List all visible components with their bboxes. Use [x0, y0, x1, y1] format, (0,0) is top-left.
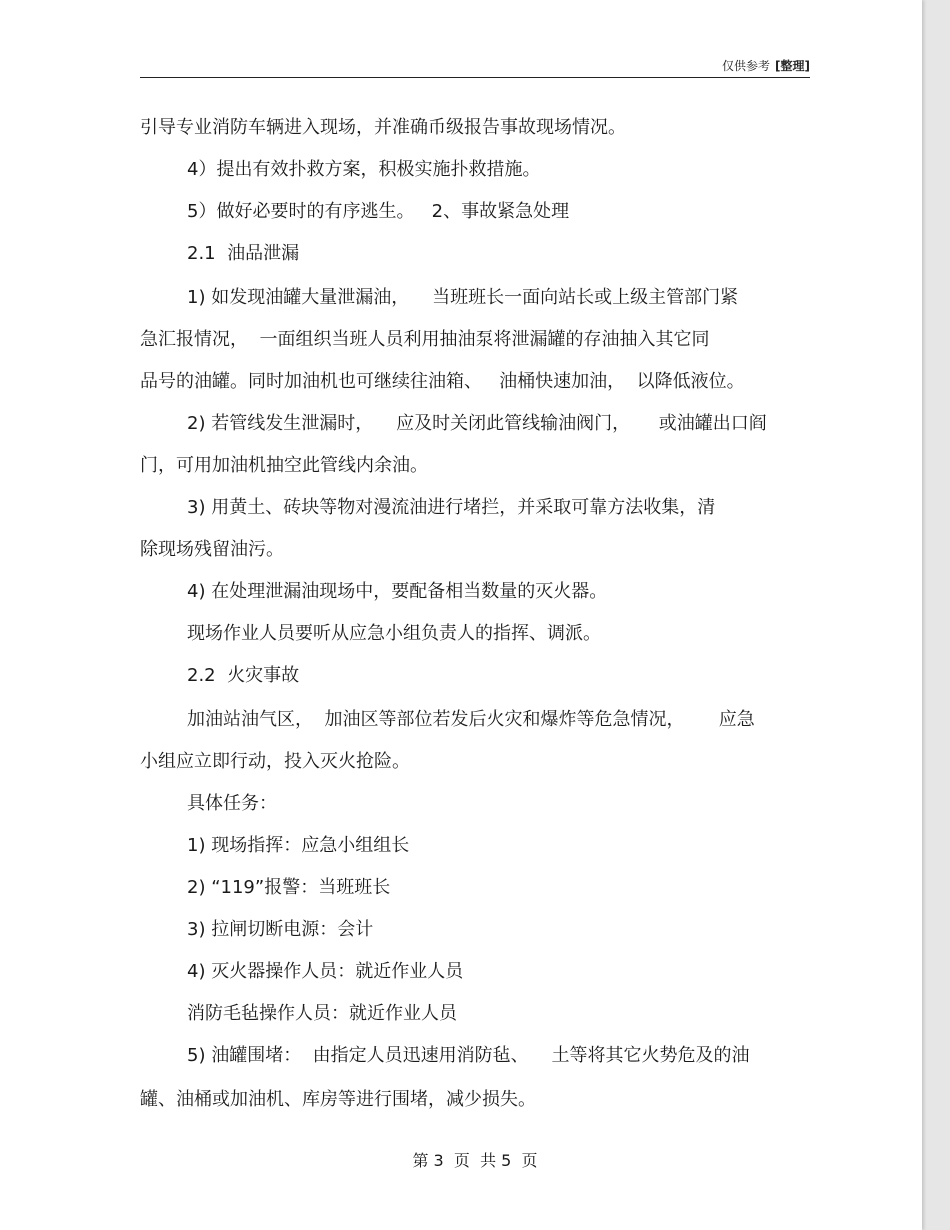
task-item-4: 4) 灭火器操作人员：就近作业人员	[187, 961, 464, 982]
page-number-footer: 第 3 页 共 5 页	[412, 1151, 538, 1170]
body-line-6: 急汇报情况， 一面组织当班人员利用抽油泵将泄漏罐的存油抽入其它同	[140, 329, 710, 350]
task-item-3: 3) 拉闸切断电源：会计	[187, 919, 374, 940]
body-line-13: 现场作业人员要听从应急小组负责人的指挥、调派。	[187, 623, 601, 644]
body-line-24: 罐、油桶或加油机、库房等进行围堵，减少损失。	[140, 1089, 536, 1110]
section-heading-2-1: 2.1 油品泄漏	[187, 243, 300, 264]
task-item-4b: 消防毛毡操作人员：就近作业人员	[187, 1003, 457, 1024]
task-item-2: 2) “119”报警：当班班长	[187, 877, 391, 898]
body-line-1: 引导专业消防车辆进入现场，并准确币级报告事故现场情况。	[140, 117, 626, 138]
body-line-12: 4) 在处理泄漏油现场中，要配备相当数量的灭火器。	[187, 581, 608, 602]
body-line-17: 具体任务：	[187, 793, 277, 814]
header-rule	[140, 77, 810, 78]
section-heading-2-2: 2.2 火灾事故	[187, 665, 300, 686]
body-line-2: 4）提出有效扑救方案，积极实施扑救措施。	[187, 159, 541, 180]
body-line-11: 除现场残留油污。	[140, 539, 284, 560]
body-line-8: 2) 若管线发生泄漏时， 应及时关闭此管线输油阀门， 或油罐出口阎	[187, 413, 767, 434]
body-line-10: 3) 用黄土、砖块等物对漫流油进行堵拦，并采取可靠方法收集，清	[187, 497, 716, 518]
body-line-15: 加油站油气区， 加油区等部位若发后火灾和爆炸等危急情况， 应急	[187, 709, 755, 730]
task-item-5: 5) 油罐围堵： 由指定人员迅速用消防毡、 土等将其它火势危及的油	[187, 1045, 750, 1066]
body-line-16: 小组应立即行动，投入灭火抢险。	[140, 751, 410, 772]
header-note	[722, 57, 810, 74]
header-note-text: 仅供参考	[722, 59, 771, 73]
body-line-5: 1) 如发现油罐大量泄漏油， 当班班长一面向站长或上级主管部门紧	[187, 287, 739, 308]
body-line-3: 5）做好必要时的有序逃生。 2、事故紧急处理	[187, 201, 570, 222]
header-note-bracket: [整理]	[775, 59, 810, 73]
body-line-9: 门，可用加油机抽空此管线内余油。	[140, 455, 428, 476]
task-item-1: 1) 现场指挥：应急小组组长	[187, 835, 410, 856]
body-line-7: 品号的油罐。同时加油机也可继续往油箱、 油桶快速加油， 以降低液位。	[140, 371, 745, 392]
